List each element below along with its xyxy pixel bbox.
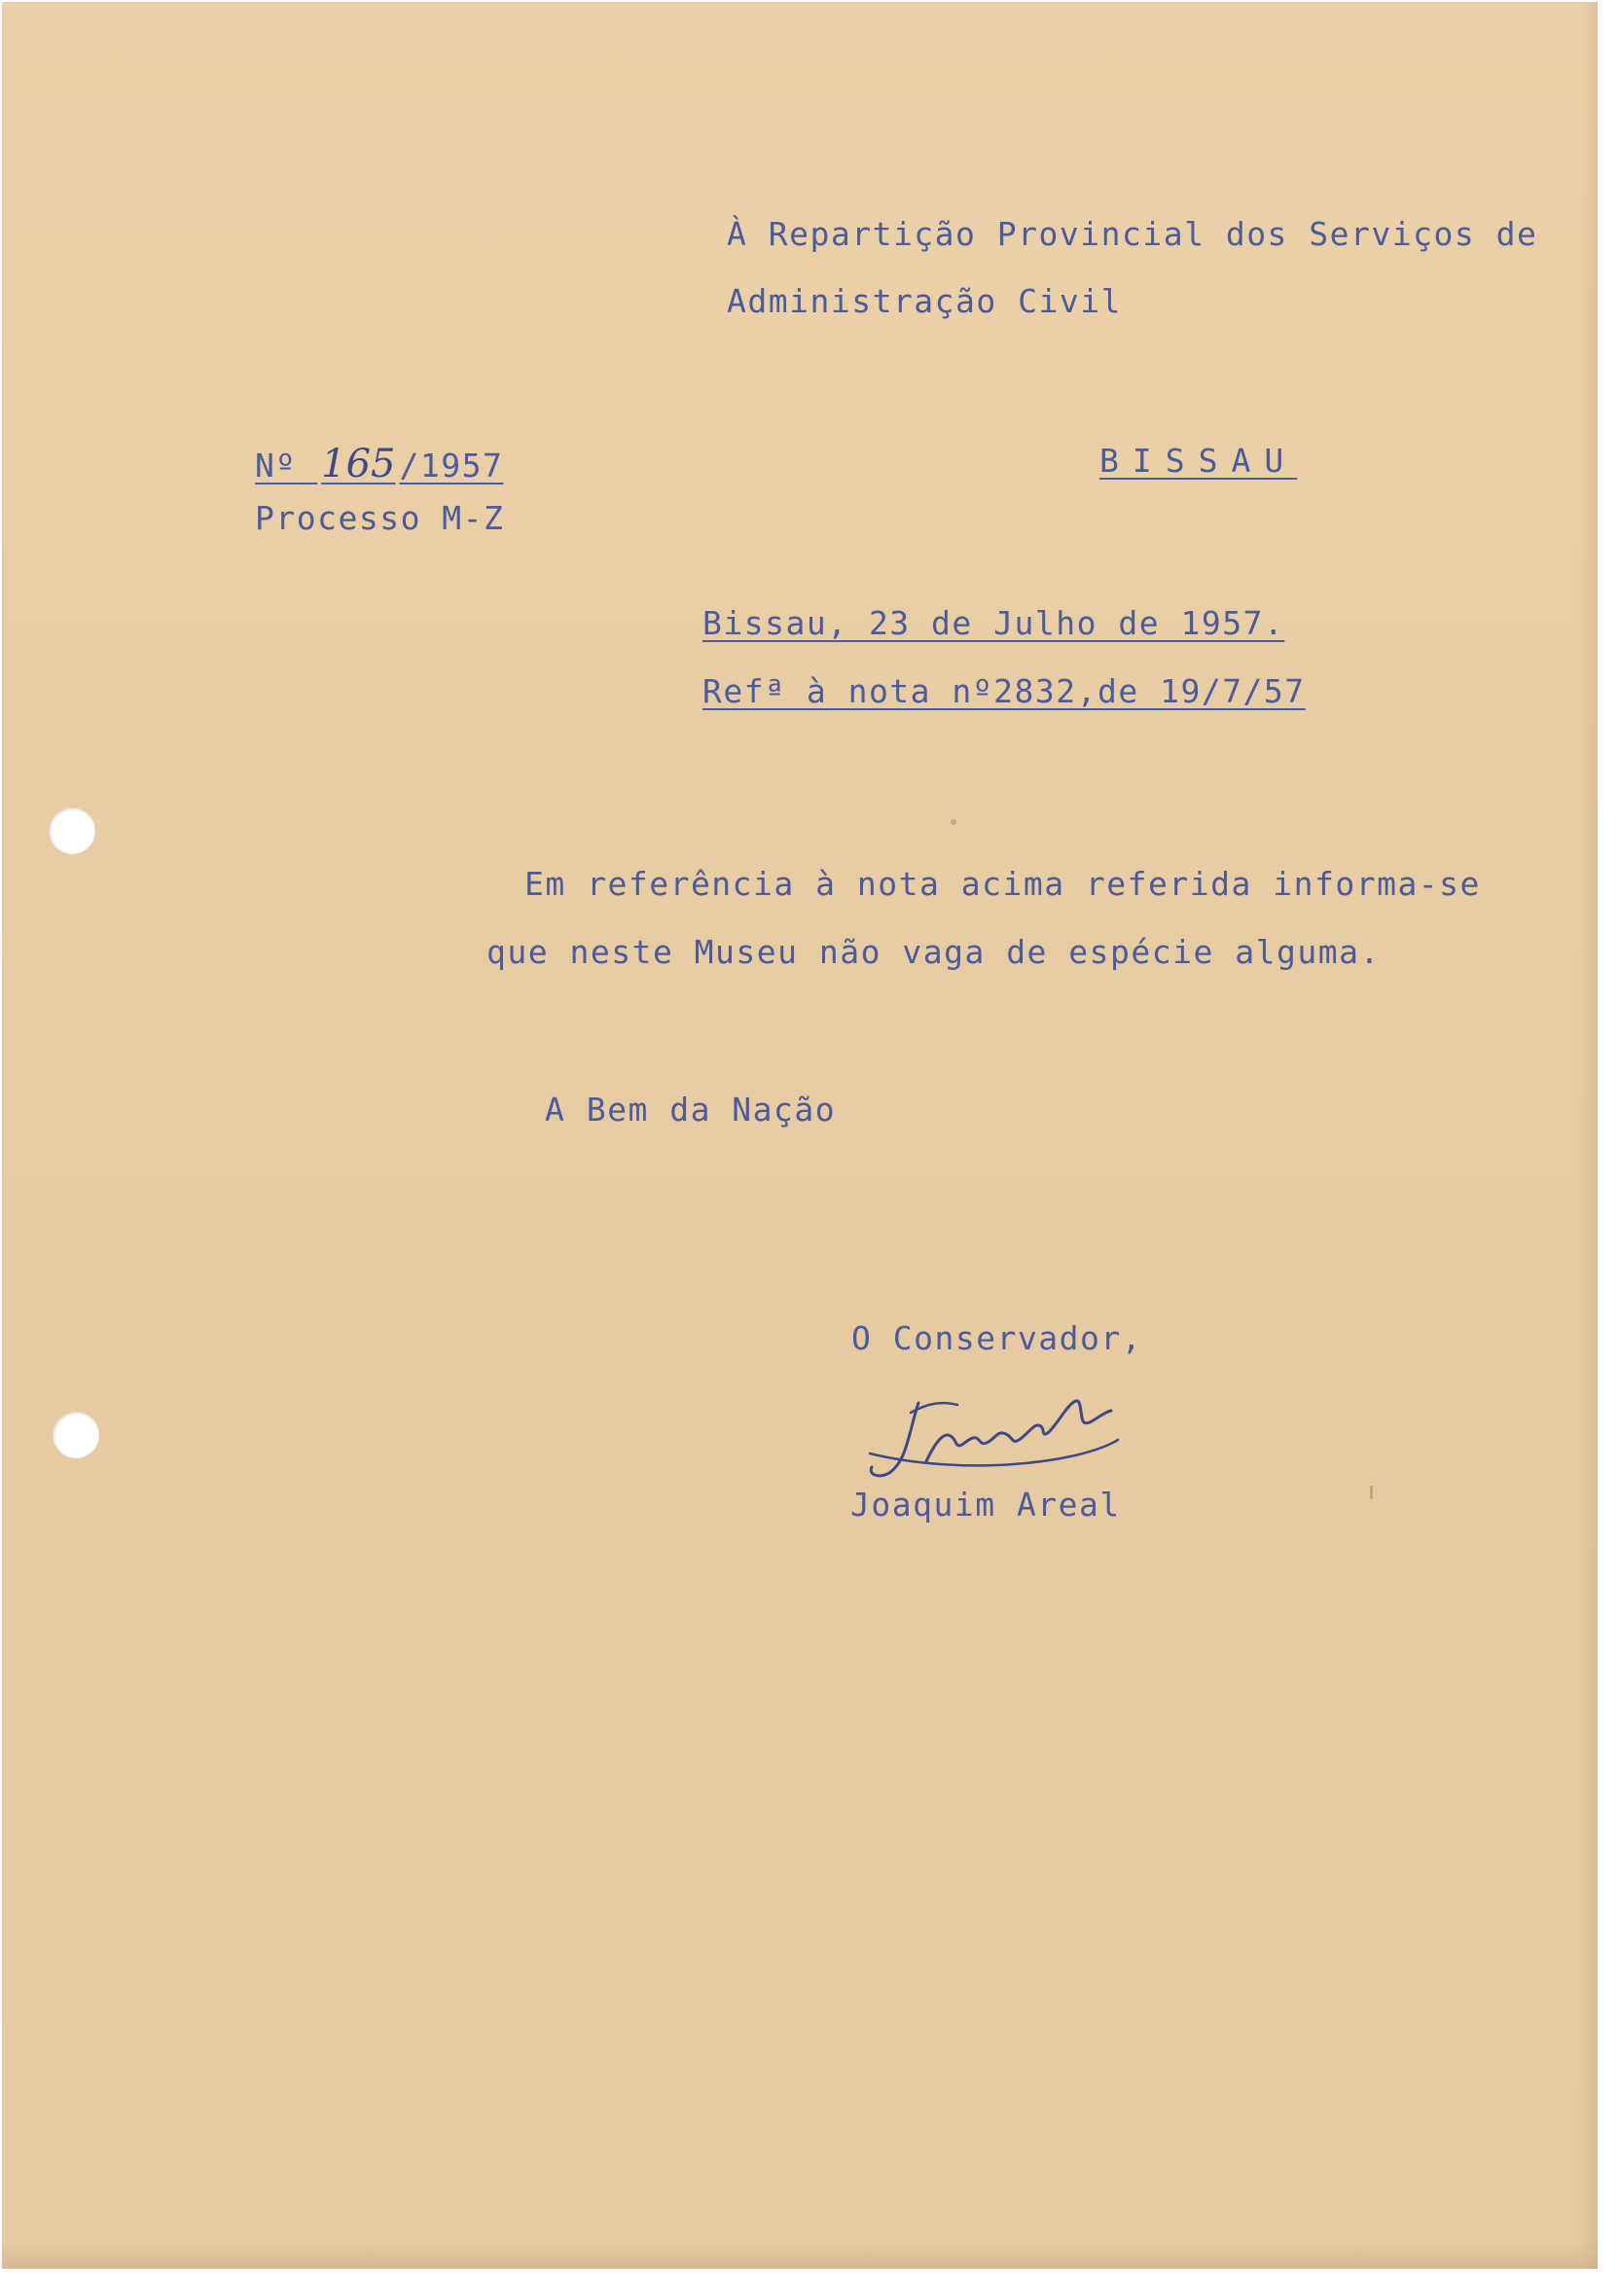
closing-salutation: A Bem da Nação [545,1091,837,1129]
punch-hole-top [49,807,95,854]
letter-date: Bissau, 23 de Julho de 1957. [702,604,1285,642]
punch-hole-bottom [53,1412,99,1458]
reference-note: Refª à nota nº2832,de 19/7/57 [702,672,1306,710]
paper-edge-shadow [1578,2,1598,2269]
letter-page [2,2,1598,2269]
body-line-1: Em referência à nota acima referida informa-se [524,865,1481,903]
paper-speck [1370,1486,1373,1499]
document-number [255,442,504,486]
recipient-line-1: À Repartição Provincial dos Serviços de [727,215,1538,253]
number-year: /1957 [399,447,504,484]
signatory-title: O Conservador, [851,1319,1143,1357]
body-line-2: que neste Museu não vaga de espécie alguma. [486,933,1381,971]
handwritten-number: 165 [321,442,396,486]
handwritten-signature [850,1383,1142,1490]
paper-speck [951,819,956,825]
signatory-name: Joaquim Areal [850,1486,1121,1524]
processo-label: Processo M-Z [255,499,505,537]
city-heading: BISSAU [1099,442,1298,480]
number-prefix: Nº [255,447,297,484]
recipient-line-2: Administração Civil [727,282,1122,320]
paper-bottom-shadow [2,2243,1598,2269]
